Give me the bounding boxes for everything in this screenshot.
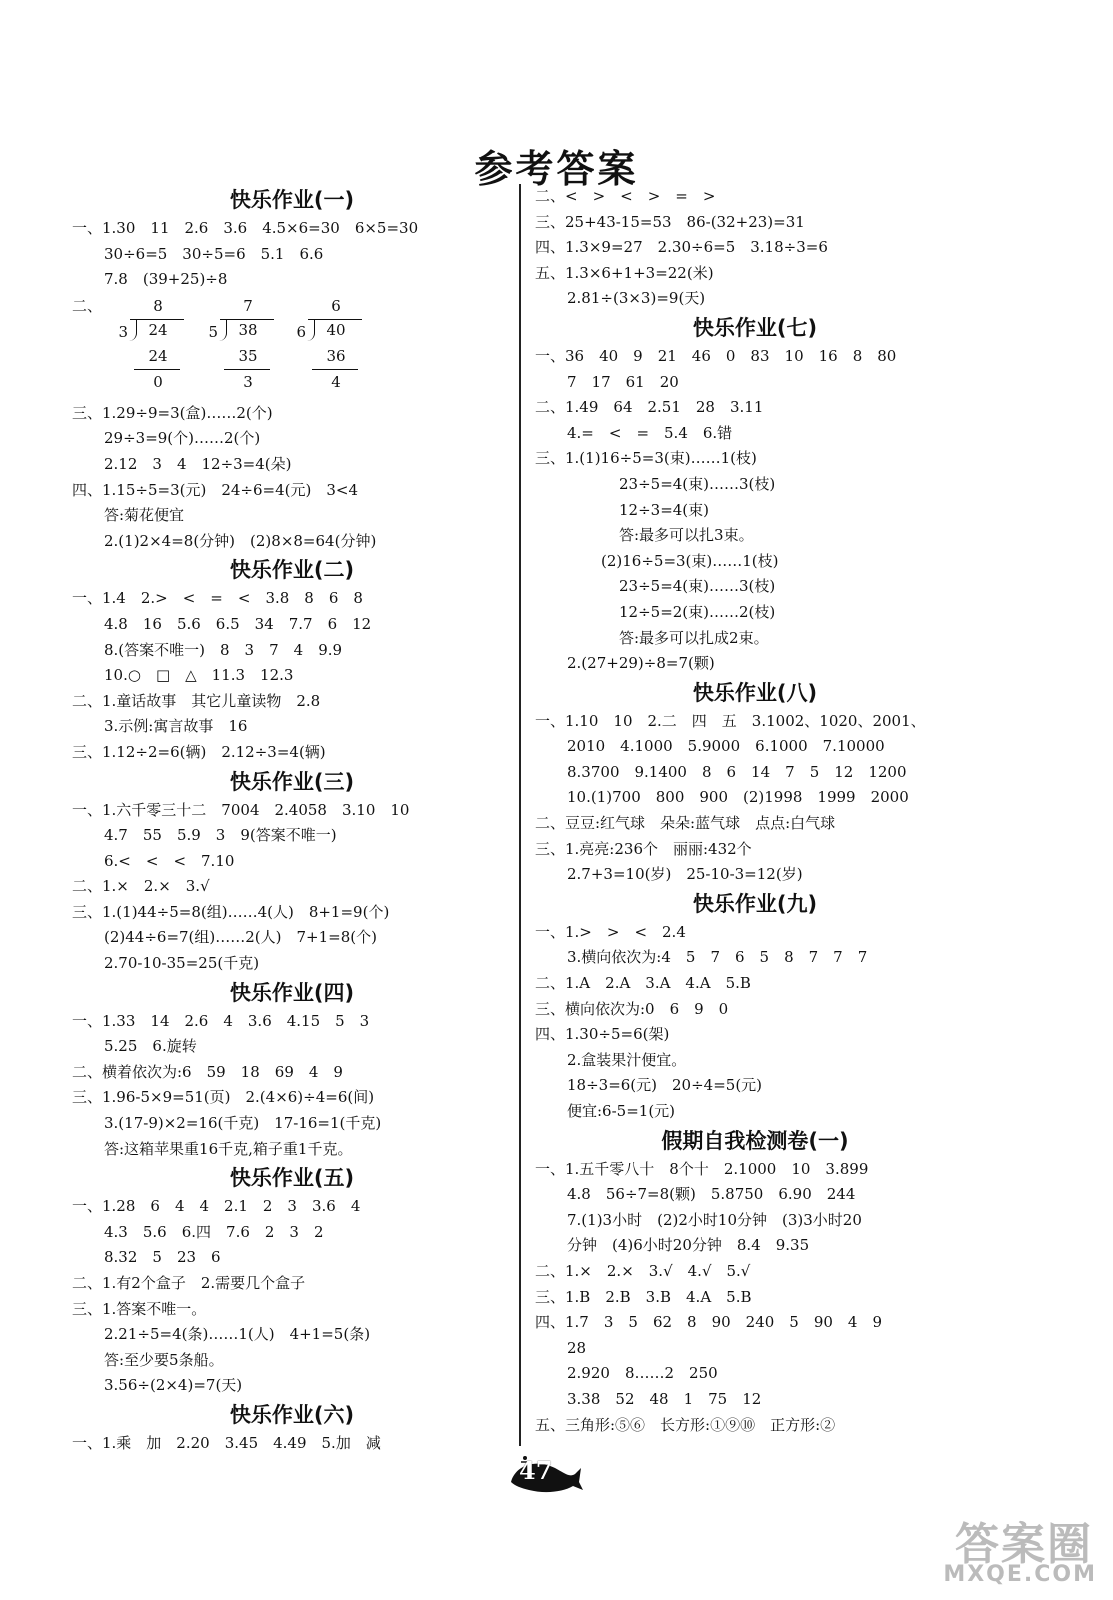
watermark-logo: 答案圈 [955, 1519, 1093, 1570]
answer-line: 4.= < = 5.4 6.错 [567, 423, 733, 442]
answer-line: 一、1.30 11 2.6 3.6 4.5×6=30 6×5=30 [72, 219, 419, 237]
remainder: 0 [153, 372, 163, 391]
answer-line: 28 [567, 1338, 587, 1357]
answer-line: 2.(27+29)÷8=7(颗) [567, 654, 715, 673]
answer-line: 2.12 3 4 12÷3=4(朵) [104, 454, 292, 473]
division-bracket [219, 319, 227, 341]
answer-line: 三、1.答案不唯一。 [72, 1299, 207, 1318]
page-number-text: 47 [519, 1456, 553, 1485]
answer-line: 答:这箱苹果重16千克,箱子重1千克。 [104, 1139, 353, 1158]
page-number [505, 1452, 585, 1498]
answer-line: 3.56÷(2×4)=7(天) [104, 1376, 243, 1395]
section-heading: 快乐作业(六) [229, 1402, 355, 1427]
quotient: 6 [331, 296, 341, 315]
product: 24 [148, 346, 168, 365]
division-bracket [307, 319, 315, 341]
section-heading: 快乐作业(二) [229, 558, 355, 583]
divisor: 6 [296, 322, 306, 341]
section-heading: 快乐作业(九) [692, 891, 818, 916]
answer-line: 30÷6=5 30÷5=6 5.1 6.6 [104, 244, 324, 263]
section-heading: 快乐作业(七) [692, 315, 818, 340]
quotient: 8 [153, 296, 163, 315]
section-heading: 快乐作业(三) [229, 769, 355, 794]
answer-line: 3.38 52 48 1 75 12 [567, 1389, 762, 1408]
answer-line: 便宜:6-5=1(元) [567, 1102, 676, 1120]
answer-line: 2.81÷(3×3)=9(天) [567, 289, 706, 308]
right-column [535, 184, 975, 1438]
answer-line: 二、横着依次为:6 59 18 69 4 9 [72, 1062, 343, 1081]
answer-line: 一、1.乘 加 2.20 3.45 4.49 5.加 减 [72, 1433, 381, 1452]
answer-line: 10.(1)700 800 900 (2)1998 1999 2000 [567, 788, 909, 807]
answer-line: 答:最多可以扎成2束。 [619, 628, 769, 647]
answer-line: 一、1.4 2.> < = < 3.8 8 6 8 [72, 589, 363, 608]
answer-line: 一、1.六千零三十二 7004 2.4058 3.10 10 [72, 800, 410, 819]
answer-line: 答:至少要5条船。 [104, 1350, 224, 1369]
watermark-url: MXQE.COM [943, 1562, 1097, 1587]
long-division [202, 295, 272, 399]
answer-line: 2.920 8……2 250 [567, 1364, 718, 1383]
answer-line: 23÷5=4(束)……3(枝) [619, 474, 776, 493]
answer-line: 二、1.× 2.× 3.√ [72, 877, 210, 896]
answer-line: 四、1.7 3 5 62 8 90 240 5 90 4 9 [535, 1313, 883, 1332]
dividend: 40 [326, 320, 346, 339]
division-bracket [129, 319, 137, 341]
answer-line: 三、25+43-15=53 86-(32+23)=31 [535, 212, 805, 231]
answer-line: (2)44÷6=7(组)……2(人) 7+1=8(个) [104, 928, 377, 947]
answer-line: 四、1.3×9=27 2.30÷6=5 3.18÷3=6 [535, 238, 828, 257]
subtraction-bar [312, 369, 358, 370]
answer-line: 一、1.五千零八十 8个十 2.1000 10 3.899 [535, 1159, 869, 1178]
answer-line: 三、1.29÷9=3(盒)……2(个) [72, 403, 273, 422]
answer-line: 29÷3=9(个)……2(个) [104, 429, 261, 448]
answer-line: 答:菊花便宜 [104, 506, 185, 525]
answer-line: 3.横向依次为:4 5 7 6 5 8 7 7 7 [567, 948, 868, 967]
answer-line: 3.(17-9)×2=16(千克) 17-16=1(千克) [104, 1114, 382, 1133]
answer-line: 三、横向依次为:0 6 9 0 [535, 999, 729, 1018]
dividend: 24 [148, 320, 168, 339]
long-division [112, 295, 182, 399]
long-division [290, 295, 360, 399]
section-heading: 快乐作业(五) [229, 1166, 355, 1191]
answer-line: 12÷5=2(束)……2(枝) [619, 602, 776, 621]
answer-line: 一、36 40 9 21 46 0 83 10 16 8 80 [535, 346, 897, 365]
product: 35 [238, 346, 258, 365]
answer-line: 2.21÷5=4(条)……1(人) 4+1=5(条) [104, 1325, 371, 1344]
page-title: 参考答案 [474, 147, 639, 191]
answer-line: 答:最多可以扎3束。 [619, 526, 754, 545]
answer-line: 一、1.10 10 2.二 四 五 3.1002、1020、2001、 [535, 711, 926, 730]
section-heading: 快乐作业(一) [229, 188, 355, 212]
answer-line: 7.8 (39+25)÷8 [104, 270, 228, 289]
section-heading: 快乐作业(八) [692, 680, 818, 705]
answer-line: 8.32 5 23 6 [104, 1248, 221, 1267]
answer-line: 10.○ □ △ 11.3 12.3 [104, 666, 294, 685]
answer-line: 二、< > < > = > [535, 187, 716, 205]
answer-line: 三、1.(1)16÷5=3(束)……1(枝) [535, 449, 757, 468]
answer-line: (2)16÷5=3(束)……1(枝) [601, 551, 779, 570]
answer-line: 2010 4.1000 5.9000 6.1000 7.10000 [567, 737, 885, 756]
answer-line: 18÷3=6(元) 20÷4=5(元) [567, 1076, 763, 1095]
remainder: 4 [331, 372, 341, 391]
quotient: 7 [243, 296, 253, 315]
answer-line: 二、1.× 2.× 3.√ 4.√ 5.√ [535, 1261, 751, 1280]
answer-line: 4.8 16 5.6 6.5 34 7.7 6 12 [104, 614, 372, 633]
answer-line: 四、1.30÷5=6(架) [535, 1025, 670, 1044]
long-division-row [72, 295, 512, 399]
answer-line: 一、1.> > < 2.4 [535, 922, 686, 941]
column-divider [519, 184, 521, 1446]
answer-line: 五、1.3×6+1+3=22(米) [535, 263, 714, 282]
answer-line: 3.示例:寓言故事 16 [104, 717, 248, 736]
answer-line: 7.(1)3小时 (2)2小时10分钟 (3)3小时20 [567, 1210, 862, 1229]
answer-line: 一、1.33 14 2.6 4 3.6 4.15 5 3 [72, 1011, 370, 1030]
answer-line: 二、1.49 64 2.51 28 3.11 [535, 398, 764, 417]
answer-line: 4.8 56÷7=8(颗) 5.8750 6.90 244 [567, 1185, 856, 1204]
answer-line: 2.70-10-35=25(千克) [104, 954, 260, 973]
answer-line: 二、1.A 2.A 3.A 4.A 5.B [535, 974, 751, 993]
product: 36 [326, 346, 346, 365]
answer-line: 一、1.28 6 4 4 2.1 2 3 3.6 4 [72, 1197, 361, 1216]
answer-line: 6.< < < 7.10 [104, 851, 235, 870]
remainder: 3 [243, 372, 253, 391]
watermark [863, 1508, 1103, 1594]
section-heading: 快乐作业(四) [229, 980, 355, 1005]
answer-line: 二、1.有2个盒子 2.需要几个盒子 [72, 1274, 306, 1292]
answer-line: 2.(1)2×4=8(分钟) (2)8×8=64(分钟) [104, 531, 377, 550]
answer-line: 7 17 61 20 [567, 372, 679, 391]
answer-line: 五、三角形:⑤⑥ 长方形:①⑨⑩ 正方形:② [535, 1415, 836, 1434]
answer-line: 三、1.亮亮:236个 丽丽:432个 [535, 839, 752, 858]
left-column [72, 184, 512, 1457]
answer-line: 三、1.(1)44÷5=8(组)……4(人) 8+1=9(个) [72, 902, 390, 921]
subtraction-bar [134, 369, 180, 370]
answer-label: 二、 [72, 296, 103, 315]
answer-line: 4.3 5.6 6.四 7.6 2 3 2 [104, 1222, 324, 1241]
answer-line: 8.(答案不唯一) 8 3 7 4 9.9 [104, 640, 343, 659]
answer-line: 2.7+3=10(岁) 25-10-3=12(岁) [567, 865, 803, 884]
divisor: 3 [118, 322, 128, 341]
answer-line: 三、1.12÷2=6(辆) 2.12÷3=4(辆) [72, 742, 326, 761]
section-heading: 假期自我检测卷(一) [661, 1128, 849, 1153]
answer-line: 5.25 6.旋转 [104, 1037, 197, 1056]
answer-line: 二、豆豆:红气球 朵朵:蓝气球 点点:白气球 [535, 814, 836, 833]
answer-line: 三、1.96-5×9=51(页) 2.(4×6)÷4=6(间) [72, 1088, 375, 1107]
answer-line: 23÷5=4(束)……3(枝) [619, 577, 776, 596]
answer-line: 二、1.童话故事 其它儿童读物 2.8 [72, 691, 321, 710]
answer-line: 分钟 (4)6小时20分钟 8.4 9.35 [567, 1236, 810, 1255]
dividend: 38 [238, 320, 258, 339]
subtraction-bar [224, 369, 270, 370]
answer-line: 三、1.B 2.B 3.B 4.A 5.B [535, 1287, 752, 1306]
answer-line: 四、1.15÷5=3(元) 24÷6=4(元) 3<4 [72, 480, 358, 499]
divisor: 5 [208, 322, 218, 341]
answer-line: 12÷3=4(束) [619, 500, 710, 519]
answer-line: 2.盒装果汁便宜。 [567, 1050, 687, 1069]
answer-line: 8.3700 9.1400 8 6 14 7 5 12 1200 [567, 762, 907, 781]
answer-line: 4.7 55 5.9 3 9(答案不唯一) [104, 826, 337, 845]
